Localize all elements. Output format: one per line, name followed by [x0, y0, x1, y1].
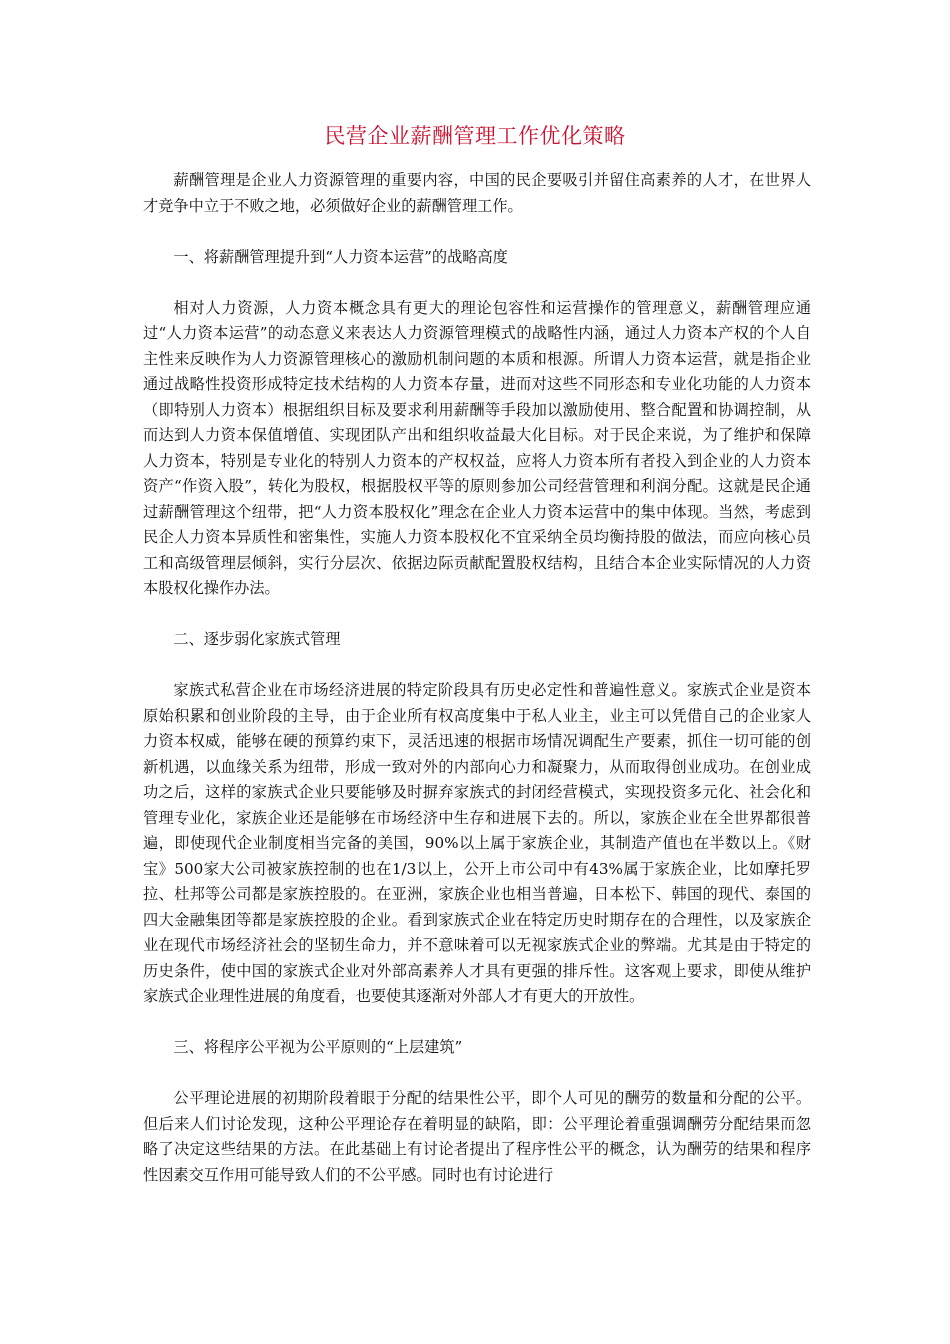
section-2-paragraph: 家族式私营企业在市场经济进展的特定阶段具有历史必定性和普遍性意义。家族式企业是资本原始积累和创业阶段的主导，由于企业所有权高度集中于私人业主，业主可以凭借自己的企业家人力资本权威，能够在硬的预算约束下，灵活迅速的根据市场情况调配生产要素，抓住一切可能的创新机遇，以血缘关系为纽带，形成一致对外的内部向心力和凝聚力，从而取得创业成功。在创业成功之后，这样的家族式企业只要能够及时摒弃家族式的封闭经营模式，实现投资多元化、社会化和管理专业化，家族企业还是能够在市场经济中生存和进展下去的。所以，家族企业在全世界都很普遍，即使现代企业制度相当完备的美国，90%以上属于家族企业，其制造产值也在半数以上。《财宝》500家大公司被家族控制的也在1/3以上，公开上市公司中有43%属于家族企业，比如摩托罗拉、杜邦等公司都是家族控股的。在亚洲，家族企业也相当普遍，日本松下、韩国的现代、泰国的四大金融集团等都是家族控股的企业。看到家族式企业在特定历史时期存在的合理性，以及家族企业在现代市场经济社会的坚韧生命力，并不意味着可以无视家族式企业的弊端。尤其是由于特定的历史条件，使中国的家族式企业对外部高素养人才具有更强的排斥性。这客观上要求，即使从维护家族式企业理性进展的角度看，也要使其逐渐对外部人才有更大的开放性。 — [143, 681, 811, 1005]
section-3-paragraph: 公平理论进展的初期阶段着眼于分配的结果性公平，即个人可见的酬劳的数量和分配的公平。但后来人们讨论发现，这种公平理论存在着明显的缺陷，即：公平理论着重强调酬劳分配结果而忽略了决定这些结果的方法。在此基础上有讨论者提出了程序性公平的概念，认为酬劳的结果和程序性因素交互作用可能导致人们的不公平感。同时也有讨论进行 — [143, 1089, 811, 1184]
section-heading-2: 二、逐步弱化家族式管理 — [173, 630, 341, 648]
section-heading-3: 三、将程序公平视为公平原则的“上层建筑” — [173, 1038, 463, 1056]
document-title: 民营企业薪酬管理工作优化策略 — [324, 124, 626, 148]
section-heading-1: 一、将薪酬管理提升到“人力资本运营”的战略高度 — [173, 247, 508, 266]
section-1-paragraph: 相对人力资源，人力资本概念具有更大的理论包容性和运营操作的管理意义，薪酬管理应通过“人力资本运营”的动态意义来表达人力资源管理模式的战略性内涵，通过人力资本产权的个人自主性来反映作为人力资源管理核心的激励机制问题的本质和根源。所谓人力资本运营，就是指企业通过战略性投资形成特定技术结构的人力资本存量，进而对这些不同形态和专业化功能的人力资本（即特别人力资本）根据组织目标及要求利用薪酬等手段加以激励使用、整合配置和协调控制，从而达到人力资本保值增值、实现团队产出和组织收益最大化目标。对于民企来说，为了维护和保障人力资本，特别是专业化的特别人力资本的产权权益，应将人力资本所有者投入到企业的人力资本资产“作资入股”，转化为股权，根据股权平等的原则参加公司经营管理和利润分配。这就是民企通过薪酬管理这个纽带，把“人力资本股权化”理念在企业人力资本运营中的集中体现。当然，考虑到民企人力资本异质性和密集性，实施人力资本股权化不宜采纳全员均衡持股的做法，而应向核心员工和高级管理层倾斜，实行分层次、依据边际贡献配置股权结构，且结合本企业实际情况的人力资本股权化操作办法。 — [143, 298, 811, 597]
intro-paragraph: 薪酬管理是企业人力资源管理的重要内容，中国的民企要吸引并留住高素养的人才，在世界人才竞争中立于不败之地，必须做好企业的薪酬管理工作。 — [143, 171, 811, 215]
document-body — [143, 168, 811, 1214]
